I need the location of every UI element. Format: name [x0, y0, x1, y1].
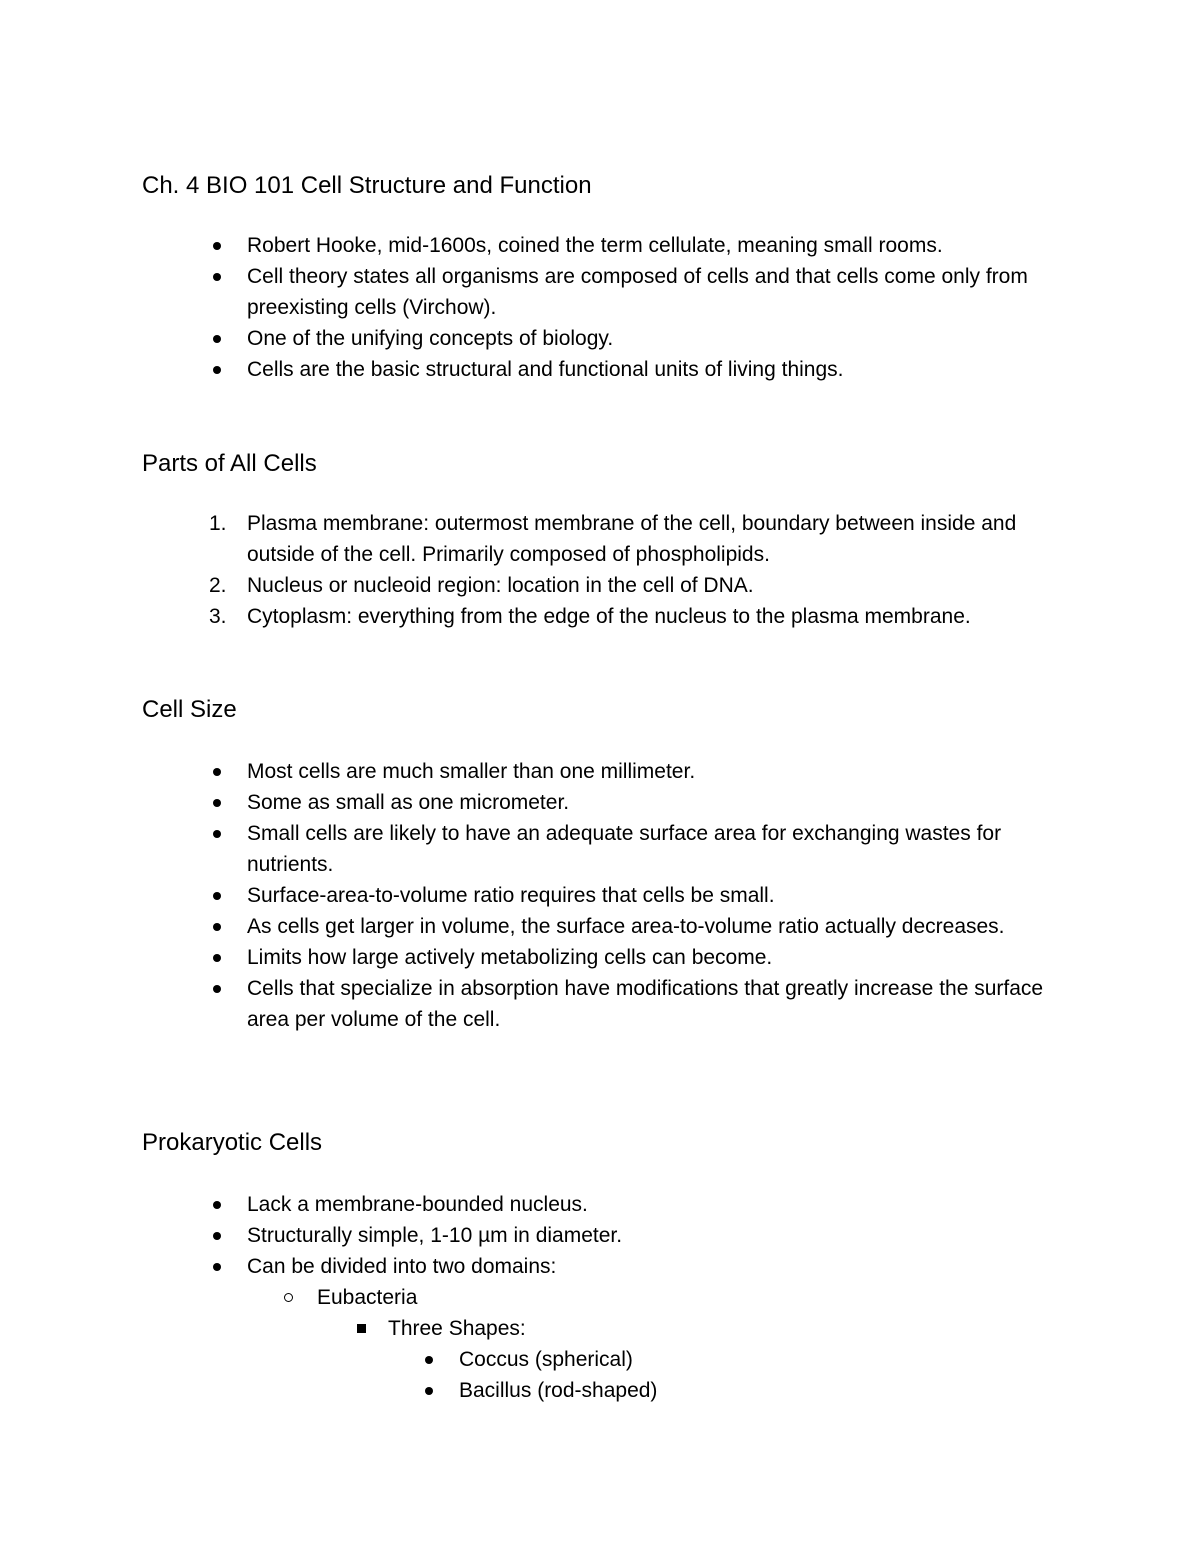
section-heading-prokaryotic-cells: Prokaryotic Cells: [142, 1129, 323, 1156]
list-item-text: Plasma membrane: outermost membrane of the cell, boundary between inside and outside of the cell. Primarily composed of phospholipids.: [247, 512, 1017, 566]
bullet-icon: [211, 880, 223, 911]
list-item: [0, 601, 1077, 632]
list-item-text: Limits how large actively metabolizing cells can become.: [247, 946, 773, 969]
parts-numbered-list: [0, 508, 1077, 632]
list-item-text: Cells that specialize in absorption have modifications that greatly increase the surface area per volume of the cell.: [247, 977, 1044, 1031]
list-item-text: Robert Hooke, mid-1600s, coined the term cellulate, meaning small rooms.: [247, 234, 943, 257]
list-item: [0, 787, 1077, 818]
list-item-text: Nucleus or nucleoid region: location in the cell of DNA.: [247, 574, 754, 597]
list-number: 1.: [209, 512, 227, 535]
list-item-text: Cytoplasm: everything from the edge of the nucleus to the plasma membrane.: [247, 605, 971, 628]
bullet-icon: [211, 973, 223, 1004]
list-item: [0, 1189, 1077, 1220]
list-item-text: Cells are the basic structural and functional units of living things.: [247, 358, 844, 381]
prokaryotic-bullet-list: [0, 1189, 1079, 1406]
list-number: 2.: [209, 574, 227, 597]
square-bullet-icon: [355, 1313, 369, 1344]
section-heading-cell-size: Cell Size: [142, 696, 237, 723]
list-item: [0, 1375, 1079, 1406]
bullet-icon: [423, 1344, 435, 1375]
list-item: [0, 261, 1077, 323]
list-item-text: Three Shapes:: [388, 1317, 526, 1340]
list-item: [0, 230, 1077, 261]
list-item-text: Surface-area-to-volume ratio requires that cells be small.: [247, 884, 775, 907]
list-item: [0, 1251, 1077, 1282]
bullet-icon: [211, 1189, 223, 1220]
list-item-text: One of the unifying concepts of biology.: [247, 327, 614, 350]
list-item-text: Lack a membrane-bounded nucleus.: [247, 1193, 588, 1216]
list-item: [0, 818, 1077, 880]
list-item-text: Cell theory states all organisms are composed of cells and that cells come only from preexisting cells (Virchow).: [247, 265, 1028, 319]
list-item: [0, 942, 1077, 973]
list-item: [0, 911, 1077, 942]
list-item: [0, 354, 1077, 385]
list-item: [0, 1282, 1077, 1313]
bullet-icon: [211, 230, 223, 261]
bullet-icon: [211, 1220, 223, 1251]
section-heading-parts-of-all-cells: Parts of All Cells: [142, 450, 317, 477]
bullet-icon: [211, 323, 223, 354]
bullet-icon: [211, 787, 223, 818]
list-item: [0, 756, 1077, 787]
bullet-icon: [211, 756, 223, 787]
bullet-icon: [211, 261, 223, 292]
list-item: [0, 973, 1077, 1035]
list-item: [0, 880, 1077, 911]
bullet-icon: [211, 942, 223, 973]
list-item-text: Can be divided into two domains:: [247, 1255, 557, 1278]
list-item-text: Eubacteria: [317, 1286, 418, 1309]
intro-bullet-list: [0, 230, 1077, 385]
list-item-text: Structurally simple, 1-10 µm in diameter.: [247, 1224, 623, 1247]
page-title: Ch. 4 BIO 101 Cell Structure and Function: [142, 172, 592, 199]
bullet-icon: [423, 1375, 435, 1406]
list-item-text: Some as small as one micrometer.: [247, 791, 570, 814]
list-item: [0, 1313, 1078, 1344]
list-number: 3.: [209, 605, 227, 628]
bullet-icon: [211, 1251, 223, 1282]
list-item-text: As cells get larger in volume, the surface area-to-volume ratio actually decreases.: [247, 915, 1005, 938]
list-item: [0, 570, 1077, 601]
cell-size-bullet-list: [0, 756, 1077, 1035]
list-item: [0, 323, 1077, 354]
list-item-text: Small cells are likely to have an adequate surface area for exchanging wastes for nutrients.: [247, 822, 1002, 876]
bullet-icon: [211, 354, 223, 385]
bullet-icon: [211, 818, 223, 849]
list-item: [0, 508, 1077, 570]
list-item-text: Coccus (spherical): [459, 1348, 633, 1371]
list-item-text: Most cells are much smaller than one millimeter.: [247, 760, 696, 783]
hollow-circle-bullet-icon: [283, 1282, 297, 1313]
list-item-text: Bacillus (rod-shaped): [459, 1379, 658, 1402]
list-item: [0, 1220, 1077, 1251]
bullet-icon: [211, 911, 223, 942]
list-item: [0, 1344, 1079, 1375]
